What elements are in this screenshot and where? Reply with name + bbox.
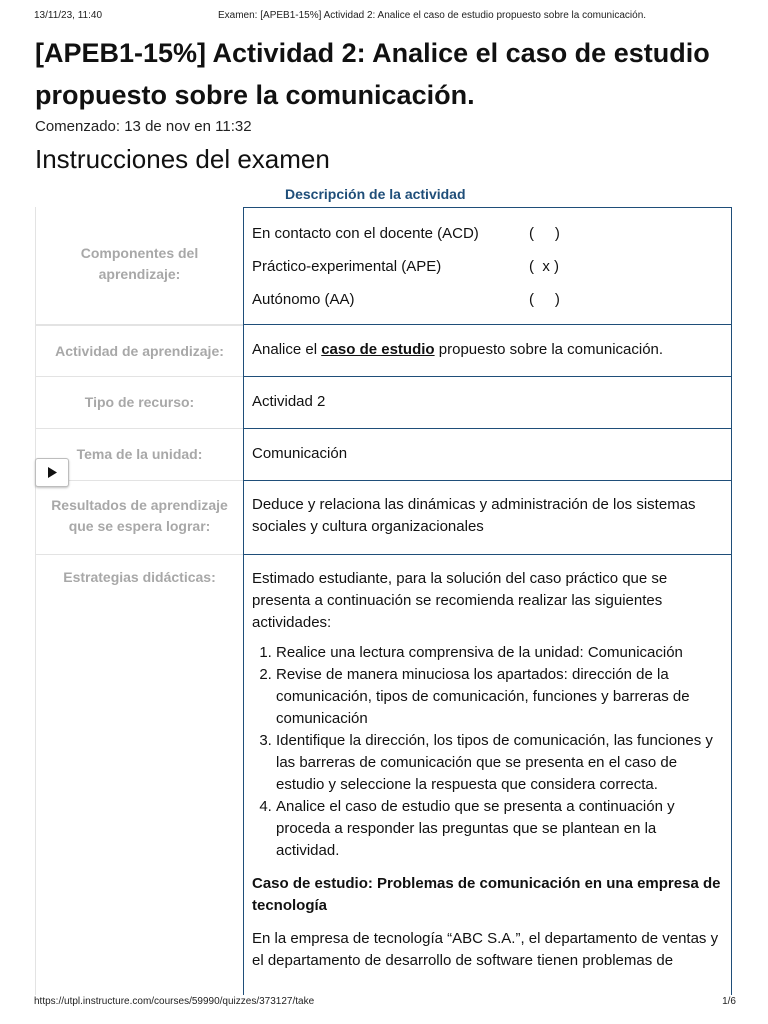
- play-button[interactable]: [35, 458, 69, 487]
- component-name: Práctico-experimental (APE): [252, 257, 442, 275]
- outcomes-cell: [243, 481, 732, 555]
- strategies-label: [35, 555, 243, 995]
- table-row-components: [35, 207, 732, 325]
- components-label: [35, 207, 243, 325]
- activity-label: [35, 325, 243, 377]
- table-row-topic: [35, 429, 732, 481]
- print-header: [0, 0, 768, 28]
- instructions-heading: Instrucciones del examen: [35, 144, 330, 174]
- component-name: Autónomo (AA): [252, 290, 355, 308]
- components-label-text: Componentes del aprendizaje:: [80, 245, 199, 282]
- exam-title: [APEB1-15%] Actividad 2: Analice el caso de estudio propuesto sobre la comunicación.: [35, 38, 710, 110]
- topic-cell: [243, 429, 732, 481]
- outcomes-value: Deduce y relaciona las dinámicas y administración de los sistemas sociales y cultura organizacionales: [252, 496, 696, 535]
- print-footer: [0, 992, 768, 1024]
- outcomes-label-text: Resultados de aprendizaje que se espera lograr:: [51, 497, 228, 534]
- strategies-label-text: Estrategias didácticas:: [63, 569, 216, 585]
- case-study-text: En la empresa de tecnología “ABC S.A.”, el departamento de ventas y el departamento de desarrollo de software tienen problemas de: [252, 930, 719, 969]
- activity-label-text: Actividad de aprendizaje:: [55, 343, 224, 359]
- print-page-title: Examen: [APEB1-15%] Actividad 2: Analice el caso de estudio propuesto sobre la comunicación.: [218, 10, 647, 21]
- activity-prefix: Analice el: [252, 341, 318, 358]
- strategies-intro: Estimado estudiante, para la solución del caso práctico que se presenta a continuación se recomienda realizar las siguientes actividades:: [252, 570, 668, 631]
- activity-suffix: propuesto sobre la comunicación.: [438, 341, 664, 358]
- component-item: [252, 250, 721, 283]
- case-study-heading: Caso de estudio: Problemas de comunicación en una empresa de tecnología: [252, 875, 721, 914]
- component-name: En contacto con el docente (ACD): [252, 224, 479, 242]
- step-item: 3. Identifique la dirección, los tipos de comunicación, las funciones y las barreras de comunicación que se presenta en el caso de estudio y seleccione la respuesta que considera correcta.: [276, 730, 721, 796]
- step-item: 4. Analice el caso de estudio que se presenta a continuación y proceda a responder las preguntas que se plantean en la actividad.: [276, 796, 721, 862]
- table-row-strategies: [35, 555, 732, 995]
- component-mark: ( ): [529, 224, 560, 242]
- outcomes-label: [35, 481, 243, 555]
- topic-label-text: Tema de la unidad:: [76, 446, 203, 462]
- step-item: 1. Realice una lectura comprensiva de la unidad: Comunicación: [276, 642, 721, 664]
- strategies-cell: [243, 555, 732, 995]
- resource-cell: [243, 377, 732, 429]
- print-url: https://utpl.instructure.com/courses/59990/quizzes/373127/take: [34, 996, 315, 1007]
- print-date: 13/11/23, 11:40: [34, 10, 103, 21]
- table-row-resource: [35, 377, 732, 429]
- started-time: Comenzado: 13 de nov en 11:32: [35, 118, 252, 135]
- topic-value: Comunicación: [252, 445, 348, 462]
- strategies-steps: [252, 642, 721, 862]
- component-mark: ( ): [529, 290, 560, 308]
- case-study-link[interactable]: caso de estudio: [321, 341, 435, 358]
- table-caption: Descripción de la actividad: [285, 186, 466, 202]
- table-row-outcomes: [35, 481, 732, 555]
- step-item: 2. Revise de manera minuciosa los apartados: dirección de la comunicación, tipos de comunicación, funciones y barreras de comunicación: [276, 664, 721, 730]
- component-mark: ( x ): [529, 257, 559, 275]
- component-item: [252, 283, 721, 316]
- resource-value: Actividad 2: [252, 393, 326, 410]
- table-row-activity: [35, 325, 732, 377]
- component-item: [252, 217, 721, 250]
- print-page-number: 1/6: [722, 996, 736, 1007]
- activity-cell: [243, 325, 732, 377]
- activity-description-table: [35, 207, 732, 995]
- resource-label-text: Tipo de recurso:: [84, 394, 195, 410]
- play-icon: [47, 467, 57, 478]
- resource-label: [35, 377, 243, 429]
- components-cell: [243, 207, 732, 325]
